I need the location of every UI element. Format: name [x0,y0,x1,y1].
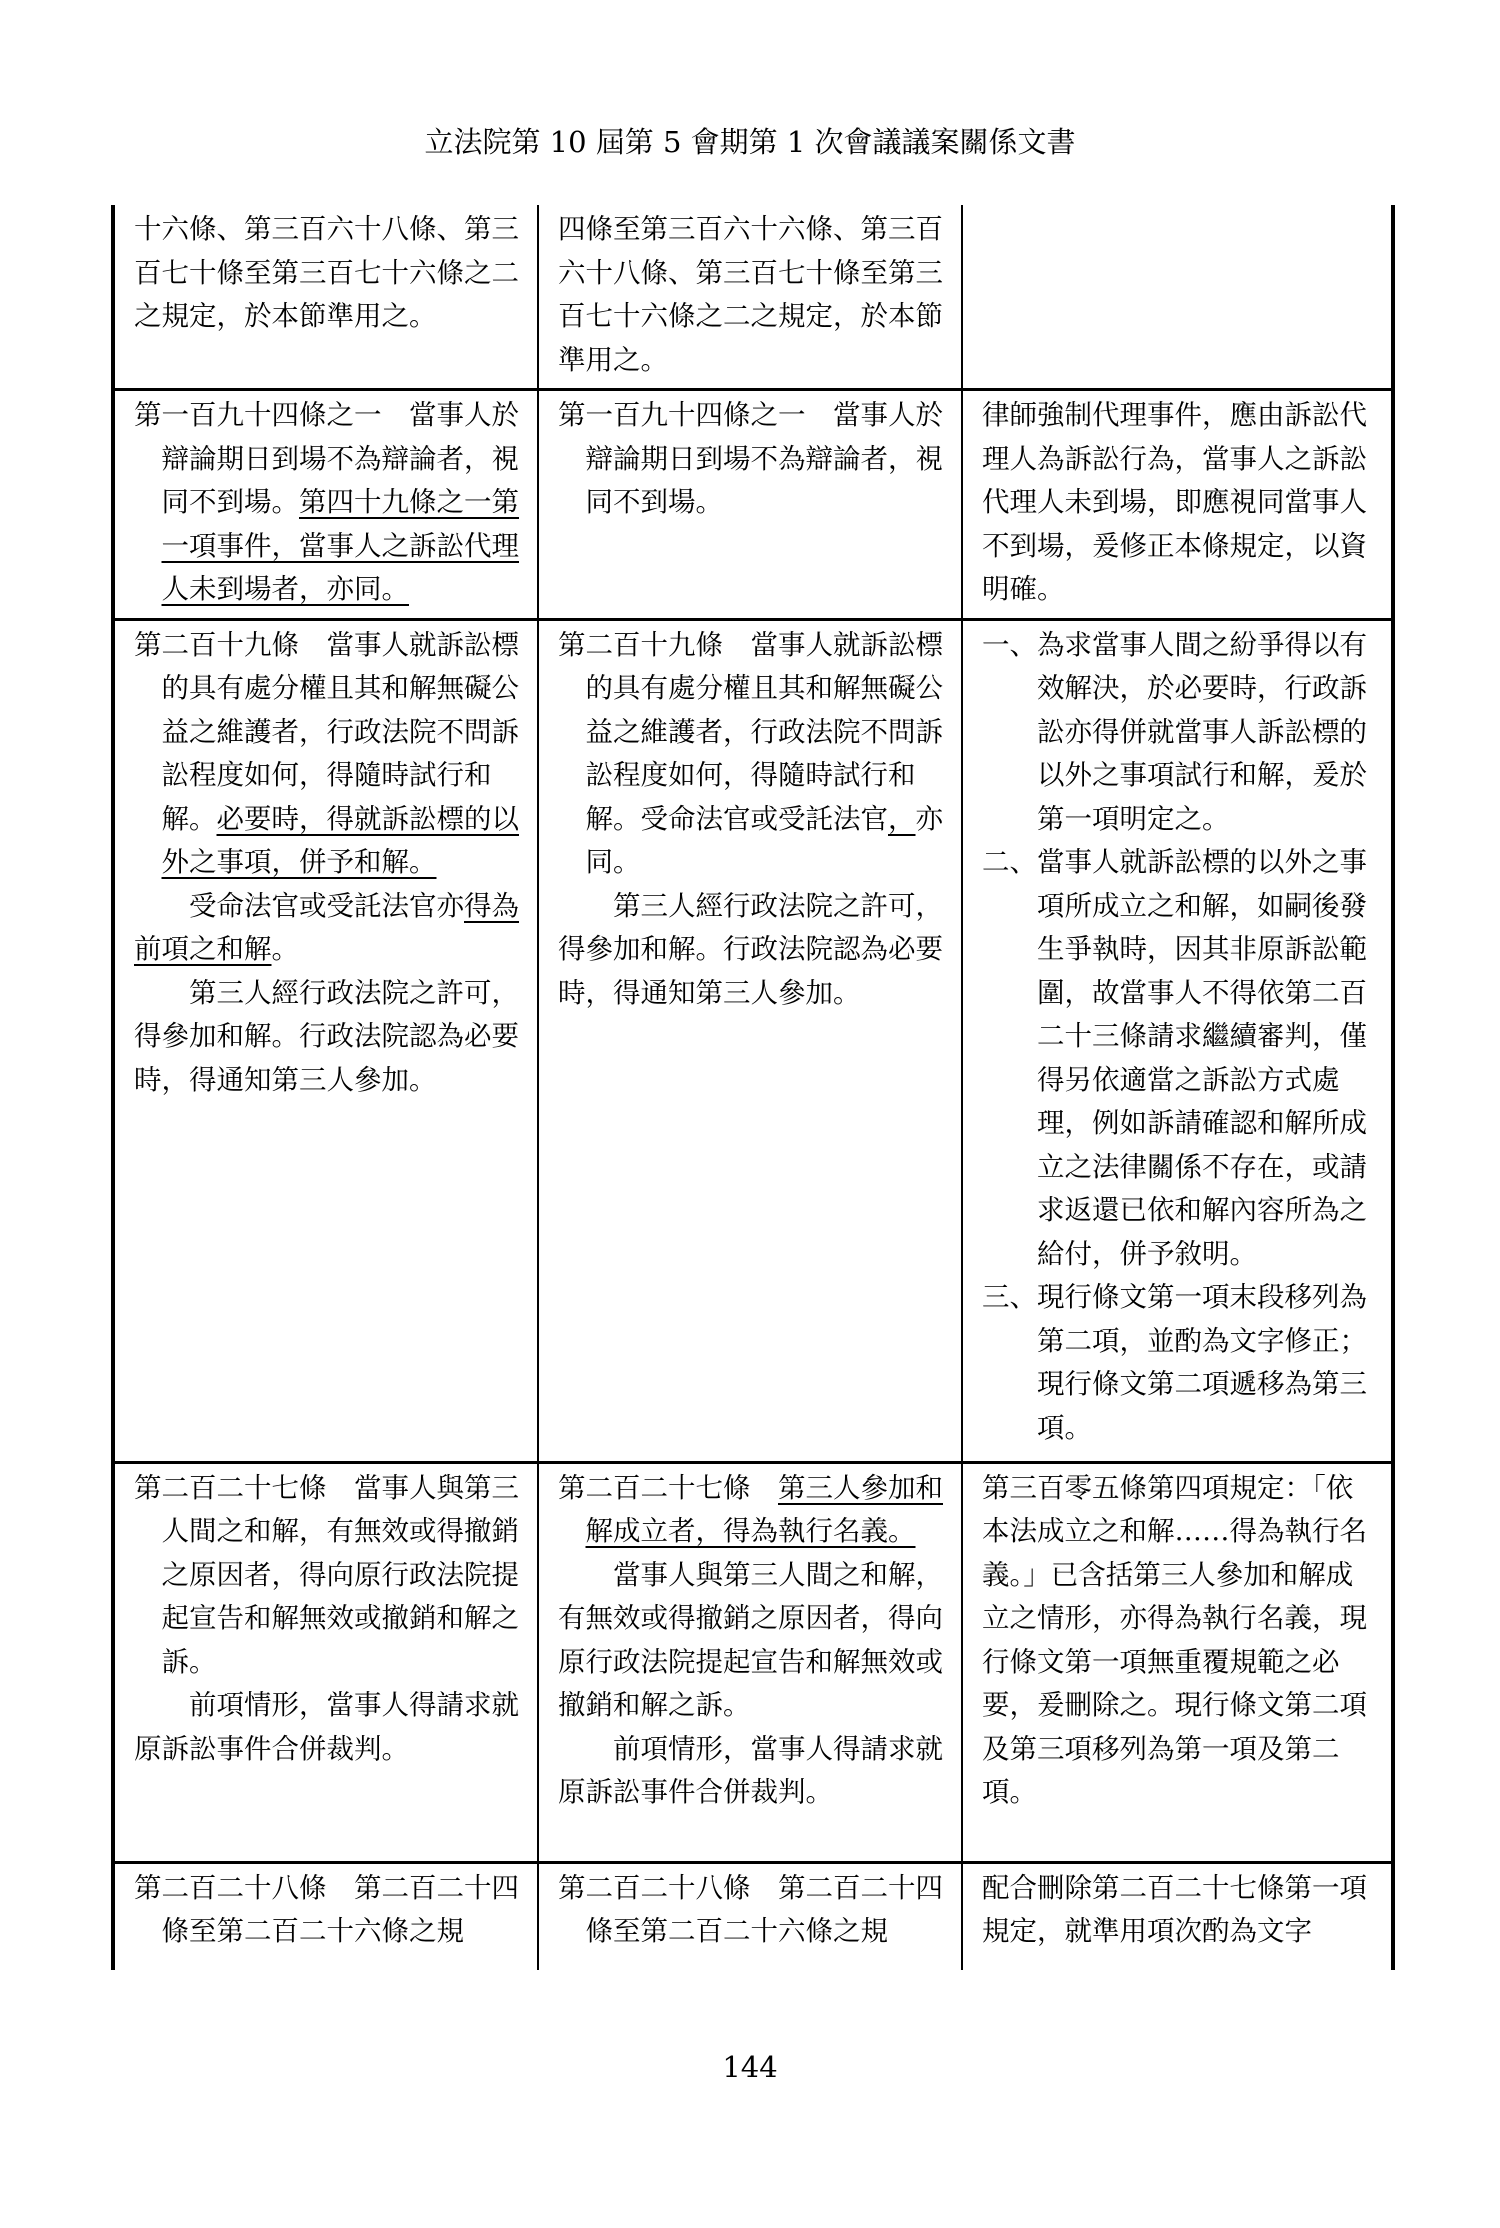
text-segment: 當事人與第三人間之和解，有無效或得撤銷之原因者，得向原行政法院提起宣告和解無效或撤銷和解之訴。 [558,1558,943,1721]
text-segment: 第二百十九條 當事人就訴訟標的具有處分權且其和解無礙公益之維護者，行政法院不問訴訟程度如何，得隨時試行和解。受命法官或受託法官 [558,628,943,835]
table-row [113,390,1393,620]
current-text-cell [538,619,962,1462]
explanation-cell [962,1462,1393,1862]
article-paragraph [134,1684,526,1771]
article-paragraph [558,1554,950,1728]
explanation-paragraph [982,1867,1380,1954]
text-segment: 第三人經行政法院之許可，得參加和解。行政法院認為必要時，得通知第三人參加。 [558,889,943,1009]
table-row [113,619,1393,1462]
document-header: 立法院第 10 屆第 5 會期第 1 次會議議案關係文書 [424,125,1076,159]
amended-text-cell [113,1862,538,1970]
amended-text-cell [113,619,538,1462]
table-row [113,1462,1393,1862]
explanation-paragraph [982,394,1380,612]
text-segment: 第二百十九條 當事人就訴訟標的具有處分權且其和解無礙公益之維護者，行政法院不問訴訟程度如何，得隨時試行和解。 [134,628,519,835]
article-paragraph [134,1867,526,1954]
underlined-amendment: 必要時，得就訴訟標的以外之事項，併予和解。 [161,802,519,878]
underlined-amendment: ， [888,802,916,835]
explanation-list-item [982,1276,1380,1450]
text-segment: 受命法官或受託法官亦 [189,889,464,922]
article-paragraph [558,1867,950,1954]
article-paragraph [558,1467,950,1554]
explanation-cell [962,390,1393,620]
text-segment: 二、當事人就訴訟標的以外之事項所成立之和解，如嗣後發生爭執時，因其非原訴訟範圍，故當事人不得依第二百二十三條請求繼續審判，僅得另依適當之訴訟方式處理，例如訴請確認和解所成立之法律關係不存在，或請求返還已依和解內容所為之給付，併予敘明。 [982,846,1367,1270]
explanation-paragraph [982,1467,1380,1815]
amended-text-cell [113,390,538,620]
current-text-cell [538,390,962,620]
explanation-list-item [982,841,1380,1276]
text-segment: 律師強制代理事件，應由訴訟代理人為訴訟行為，當事人之訴訟代理人未到場，即應視同當事人不到場，爰修正本條規定，以資明確。 [982,399,1367,605]
text-segment: 前項情形，當事人得請求就原訴訟事件合併裁判。 [134,1689,519,1765]
amended-text-cell [113,205,538,390]
text-segment: 三、現行條文第一項末段移列為第二項，並酌為文字修正；現行條文第二項遞移為第三項。 [982,1281,1367,1444]
text-segment: 第一百九十四條之一 當事人於辯論期日到場不為辯論者，視同不到場。 [134,399,519,518]
current-text-cell [538,1462,962,1862]
text-segment: 第二百二十八條 第二百二十四條至第二百二十六條之規 [134,1871,519,1947]
article-paragraph [558,394,950,525]
explanation-cell [962,1862,1393,1970]
article-paragraph [558,885,950,1016]
explanation-list-item [982,624,1380,842]
text-segment: 前項情形，當事人得請求就原訴訟事件合併裁判。 [558,1732,943,1808]
table-row [113,205,1393,390]
text-segment: 配合刪除第二百二十七條第一項規定，就準用項次酌為文字 [982,1871,1367,1947]
text-segment: 。 [271,933,299,965]
article-paragraph [558,1728,950,1815]
article-paragraph [134,624,526,885]
article-paragraph [134,885,526,972]
article-paragraph [558,208,950,382]
table-row [113,1862,1393,1970]
article-paragraph [134,394,526,612]
page-number: 144 [722,2050,778,2084]
current-text-cell [538,205,962,390]
article-paragraph [134,1467,526,1685]
explanation-cell [962,619,1393,1462]
text-segment: 第一百九十四條之一 當事人於辯論期日到場不為辯論者，視同不到場。 [558,399,943,518]
text-segment: 十六條、第三百六十八條、第三百七十條至第三百七十六條之二之規定，於本節準用之。 [134,213,519,332]
text-segment: 第二百二十七條 當事人與第三人間之和解，有無效或得撤銷之原因者，得向原行政法院提起宣告和解無效或撤銷和解之訴。 [134,1471,519,1678]
article-paragraph [134,208,526,339]
amended-text-cell [113,1462,538,1862]
text-segment: 第三百零五條第四項規定：「依本法成立之和解……得為執行名義。」已含括第三人參加和解成立之情形，亦得為執行名義，現行條文第一項無重覆規範之必要，爰刪除之。現行條文第二項及第三項移列為第一項及第二項。 [982,1471,1367,1808]
underlined-amendment: 第四十九條之一第一項事件，當事人之訴訟代理人未到場者，亦同。 [161,486,519,605]
text-segment: 第二百二十七條 [558,1471,778,1504]
article-paragraph [558,624,950,885]
text-segment: 一、為求當事人間之紛爭得以有效解決，於必要時，行政訴訟亦得併就當事人訴訟標的以外之事項試行和解，爰於第一項明定之。 [982,628,1367,835]
underlined-amendment: 得為前項之和解 [134,889,519,965]
text-segment: 四條至第三百六十六條、第三百六十八條、第三百七十條至第三百七十六條之二之規定，於本節準用之。 [558,213,943,376]
underlined-amendment: 第三人參加和解成立者，得為執行名義。 [585,1471,943,1547]
current-text-cell [538,1862,962,1970]
comparison-table [111,205,1395,1970]
text-segment: 第二百二十八條 第二百二十四條至第二百二十六條之規 [558,1871,943,1947]
text-segment: 亦同。 [585,802,943,878]
text-segment: 第三人經行政法院之許可，得參加和解。行政法院認為必要時，得通知第三人參加。 [134,976,519,1096]
explanation-cell [962,205,1393,390]
article-paragraph [134,972,526,1103]
